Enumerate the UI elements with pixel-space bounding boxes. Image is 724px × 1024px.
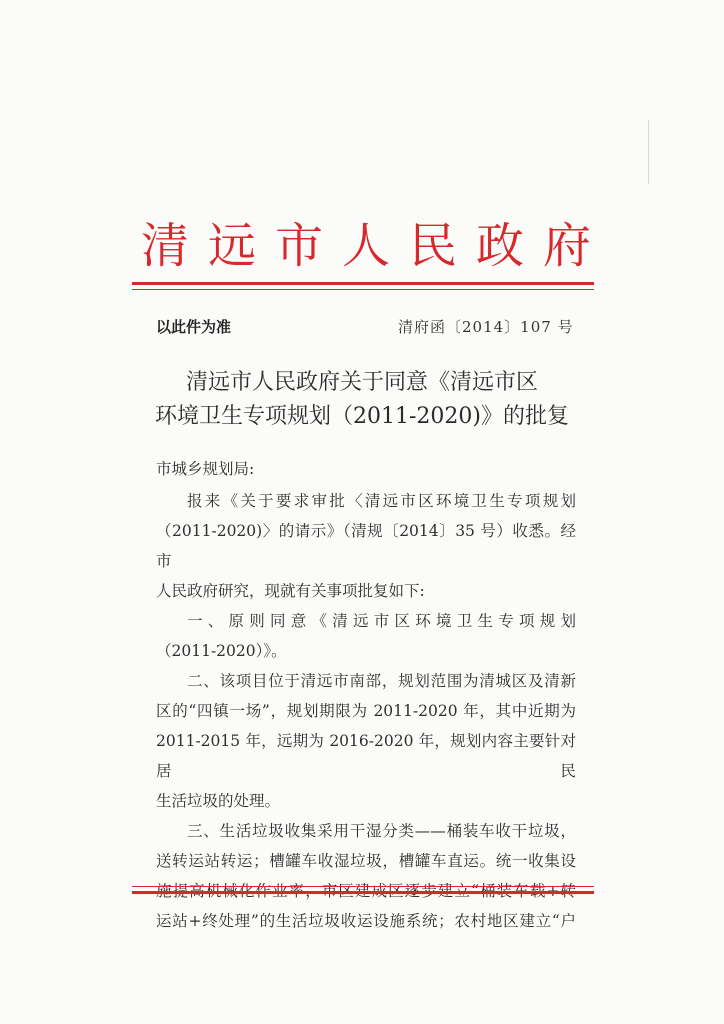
header-char: 民: [408, 218, 457, 274]
document-body: [156, 454, 576, 936]
header-char: 人: [341, 218, 390, 274]
body-line: 运站+终处理”的生活垃圾收运设施系统；农村地区建立“户: [156, 912, 576, 930]
body-line: 人民政府研究，现就有关事项批复如下:: [156, 582, 425, 600]
document-number: 清府函〔2014〕107 号: [398, 318, 574, 336]
authoritative-copy-note: 以此件为准: [156, 318, 232, 336]
body-line: 三、生活垃圾收集采用干湿分类——桶装车收干垃圾，: [187, 822, 576, 840]
document-title: [140, 366, 584, 434]
body-line: 生活垃圾的处理。: [156, 792, 281, 810]
issuing-authority-header: [138, 214, 594, 278]
body-line: 二、该项目位于清远市南部，规划范围为清城区及清新: [187, 672, 576, 690]
footer-red-rule-thick: [132, 891, 594, 894]
header-char: 市: [274, 218, 323, 274]
body-line: 报来《关于要求审批〈清远市区环境卫生专项规划: [187, 492, 576, 510]
header-char: 政: [475, 218, 524, 274]
title-line-1: 清远市人民政府关于同意《清远市区: [185, 370, 538, 395]
title-line-2: 环境卫生专项规划（2011-2020)》的批复: [155, 404, 569, 429]
body-line: （2011-2020）》。: [156, 642, 287, 660]
scan-edge-mark: [648, 120, 649, 184]
body-line: （2011-2020)〉的请示》（清规〔2014〕35 号）收悉。经市: [156, 522, 576, 570]
body-line: 一、原则同意《清远市区环境卫生专项规划: [187, 612, 576, 630]
header-red-rule-thick: [132, 282, 594, 285]
header-char: 清: [140, 218, 189, 274]
body-line: 区的“四镇一场”，规划期限为 2011-2020 年，其中近期为: [156, 702, 576, 720]
header-red-rule-thin: [132, 289, 594, 290]
header-char: 府: [542, 218, 591, 274]
header-char: 远: [207, 218, 256, 274]
salutation: 市城乡规划局:: [156, 460, 255, 478]
body-line: 2011-2015 年，远期为 2016-2020 年，规划内容主要针对居民: [156, 732, 576, 780]
body-line: 送转运站转运；槽罐车收湿垃圾，槽罐车直运。统一收集设: [156, 852, 576, 870]
footer-red-rule-thin: [132, 886, 594, 887]
